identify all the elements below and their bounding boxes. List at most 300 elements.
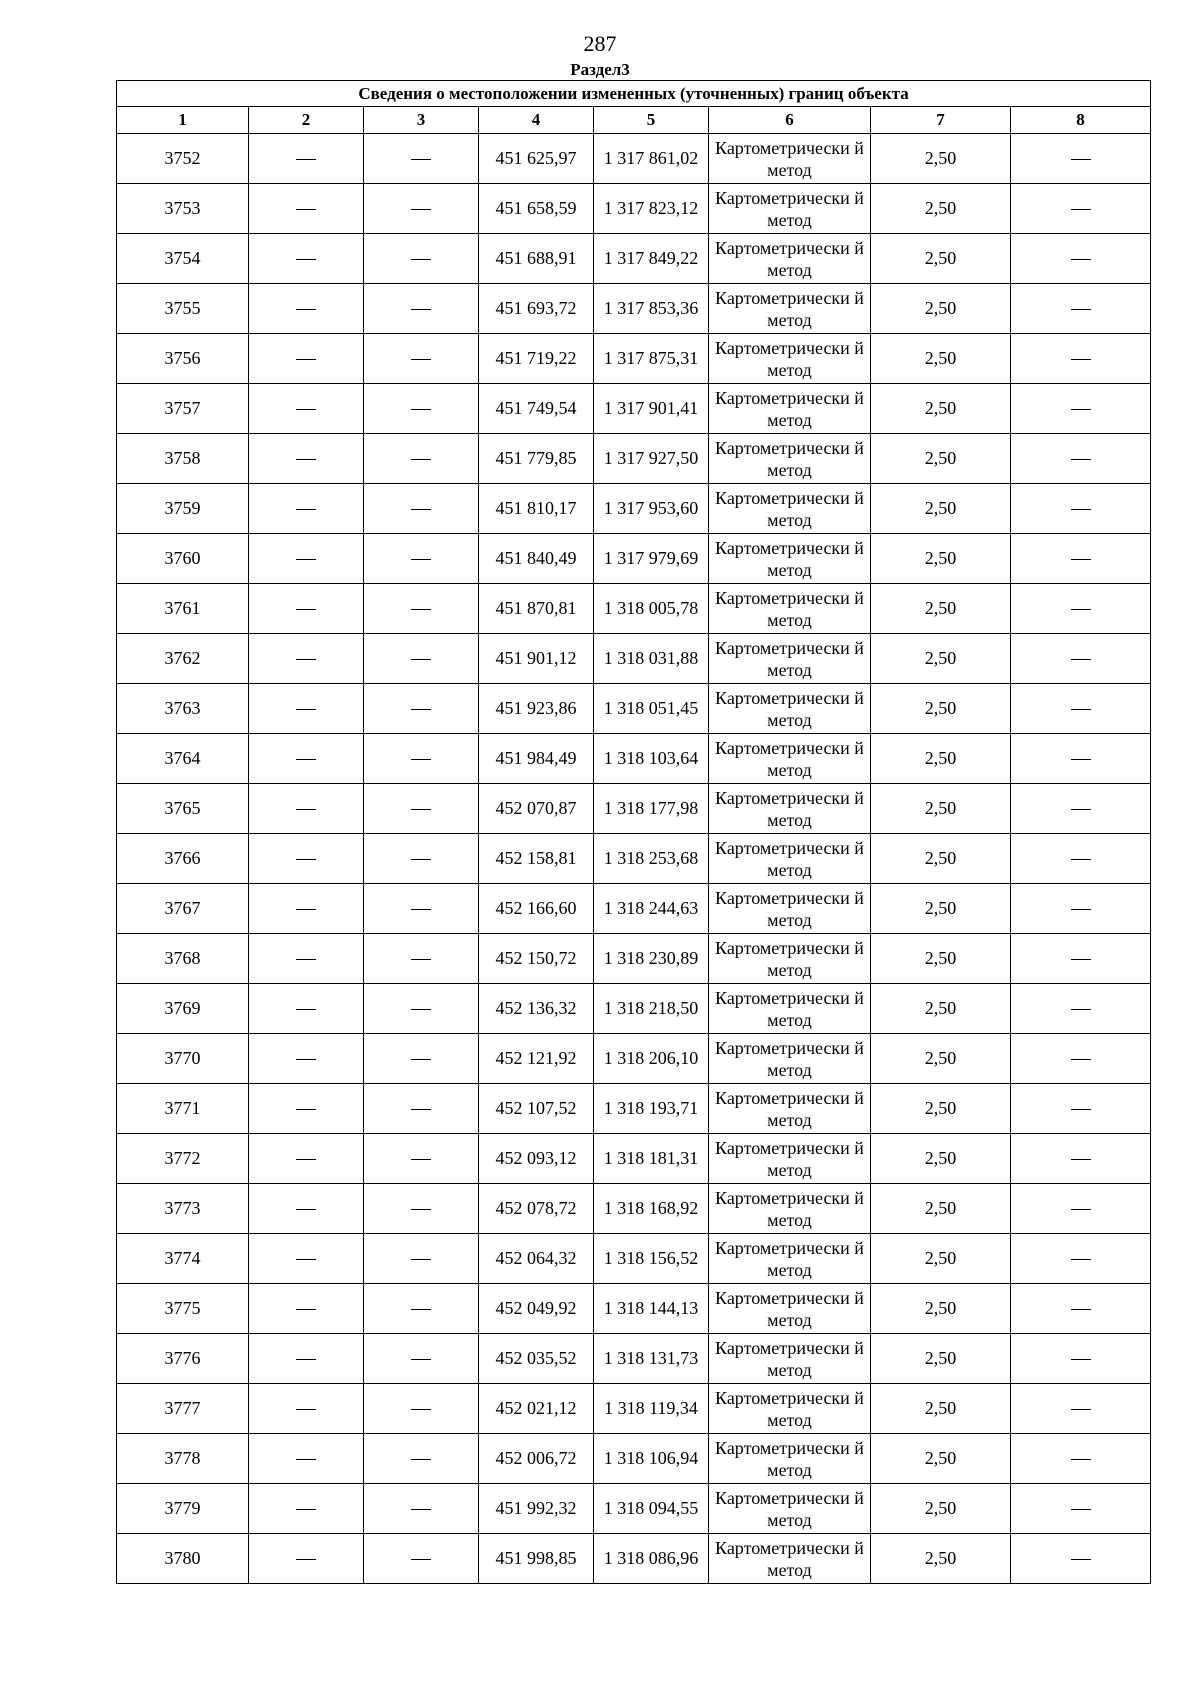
- column-number-4: 4: [479, 107, 594, 134]
- col2-empty-cell: [249, 1034, 364, 1084]
- table-row: [117, 284, 1151, 334]
- col2-empty-cell: [249, 734, 364, 784]
- page-number: 287: [583, 31, 617, 56]
- col8-empty-cell: [1011, 484, 1151, 534]
- table-row: [117, 1134, 1151, 1184]
- empty-value-dash: [1071, 609, 1091, 610]
- x-coordinate-cell: 452 158,81: [479, 834, 594, 884]
- col8-empty-cell: [1011, 834, 1151, 884]
- table-row: [117, 634, 1151, 684]
- precision-cell: 2,50: [871, 784, 1011, 834]
- y-coordinate-cell: 1 318 244,63: [594, 884, 709, 934]
- point-number-cell: 3756: [117, 334, 249, 384]
- empty-value-dash: [411, 309, 431, 310]
- empty-value-dash: [1071, 509, 1091, 510]
- empty-value-dash: [296, 609, 316, 610]
- empty-value-dash: [411, 1009, 431, 1010]
- empty-value-dash: [296, 459, 316, 460]
- precision-cell: 2,50: [871, 434, 1011, 484]
- empty-value-dash: [1071, 859, 1091, 860]
- col8-empty-cell: [1011, 1484, 1151, 1534]
- table-row: [117, 534, 1151, 584]
- col3-empty-cell: [364, 184, 479, 234]
- col3-empty-cell: [364, 834, 479, 884]
- y-coordinate-cell: 1 318 168,92: [594, 1184, 709, 1234]
- empty-value-dash: [296, 359, 316, 360]
- y-coordinate-cell: 1 317 901,41: [594, 384, 709, 434]
- col2-empty-cell: [249, 334, 364, 384]
- x-coordinate-cell: 451 840,49: [479, 534, 594, 584]
- empty-value-dash: [411, 1159, 431, 1160]
- table-title: Сведения о местоположении измененных (уточненных) границ объекта: [117, 81, 1151, 107]
- empty-value-dash: [296, 409, 316, 410]
- empty-value-dash: [1071, 1109, 1091, 1110]
- method-cell: Картометрически й метод: [709, 334, 871, 384]
- method-cell: Картометрически й метод: [709, 1034, 871, 1084]
- x-coordinate-cell: 451 749,54: [479, 384, 594, 434]
- method-cell: Картометрически й метод: [709, 584, 871, 634]
- x-coordinate-cell: 451 658,59: [479, 184, 594, 234]
- col3-empty-cell: [364, 1384, 479, 1434]
- col3-empty-cell: [364, 734, 479, 784]
- col2-empty-cell: [249, 1234, 364, 1284]
- col3-empty-cell: [364, 1484, 479, 1534]
- x-coordinate-cell: 452 006,72: [479, 1434, 594, 1484]
- point-number-cell: 3766: [117, 834, 249, 884]
- col2-empty-cell: [249, 234, 364, 284]
- point-number-cell: 3767: [117, 884, 249, 934]
- method-cell: Картометрически й метод: [709, 1134, 871, 1184]
- column-number-5: 5: [594, 107, 709, 134]
- empty-value-dash: [1071, 159, 1091, 160]
- empty-value-dash: [411, 409, 431, 410]
- method-cell: Картометрически й метод: [709, 684, 871, 734]
- col8-empty-cell: [1011, 1384, 1151, 1434]
- empty-value-dash: [296, 909, 316, 910]
- empty-value-dash: [1071, 1059, 1091, 1060]
- boundary-coordinates-table: [116, 80, 1151, 1584]
- empty-value-dash: [411, 909, 431, 910]
- empty-value-dash: [296, 259, 316, 260]
- empty-value-dash: [411, 1559, 431, 1560]
- point-number-cell: 3776: [117, 1334, 249, 1384]
- y-coordinate-cell: 1 318 094,55: [594, 1484, 709, 1534]
- table-row: [117, 1034, 1151, 1084]
- precision-cell: 2,50: [871, 1134, 1011, 1184]
- method-cell: Картометрически й метод: [709, 184, 871, 234]
- empty-value-dash: [411, 1109, 431, 1110]
- method-cell: Картометрически й метод: [709, 1484, 871, 1534]
- x-coordinate-cell: 452 121,92: [479, 1034, 594, 1084]
- point-number-cell: 3771: [117, 1084, 249, 1134]
- empty-value-dash: [411, 809, 431, 810]
- col2-empty-cell: [249, 684, 364, 734]
- empty-value-dash: [411, 1359, 431, 1360]
- section-label: Раздел3: [570, 60, 630, 79]
- method-cell: Картометрически й метод: [709, 234, 871, 284]
- method-cell: Картометрически й метод: [709, 1384, 871, 1434]
- method-cell: Картометрически й метод: [709, 1084, 871, 1134]
- x-coordinate-cell: 451 923,86: [479, 684, 594, 734]
- y-coordinate-cell: 1 318 253,68: [594, 834, 709, 884]
- empty-value-dash: [296, 1509, 316, 1510]
- empty-value-dash: [1071, 1209, 1091, 1210]
- table-row: [117, 734, 1151, 784]
- col3-empty-cell: [364, 1284, 479, 1334]
- precision-cell: 2,50: [871, 234, 1011, 284]
- empty-value-dash: [411, 1309, 431, 1310]
- point-number-cell: 3769: [117, 984, 249, 1034]
- col2-empty-cell: [249, 784, 364, 834]
- empty-value-dash: [411, 459, 431, 460]
- empty-value-dash: [411, 1509, 431, 1510]
- method-cell: Картометрически й метод: [709, 734, 871, 784]
- table-body: [117, 134, 1151, 1584]
- x-coordinate-cell: 452 150,72: [479, 934, 594, 984]
- x-coordinate-cell: 451 693,72: [479, 284, 594, 334]
- empty-value-dash: [1071, 359, 1091, 360]
- precision-cell: 2,50: [871, 1084, 1011, 1134]
- method-cell: Картометрически й метод: [709, 984, 871, 1034]
- table-row: [117, 1484, 1151, 1534]
- empty-value-dash: [1071, 809, 1091, 810]
- method-cell: Картометрически й метод: [709, 434, 871, 484]
- precision-cell: 2,50: [871, 1534, 1011, 1584]
- precision-cell: 2,50: [871, 1434, 1011, 1484]
- y-coordinate-cell: 1 317 927,50: [594, 434, 709, 484]
- point-number-cell: 3780: [117, 1534, 249, 1584]
- empty-value-dash: [411, 559, 431, 560]
- col2-empty-cell: [249, 1384, 364, 1434]
- col8-empty-cell: [1011, 1084, 1151, 1134]
- method-cell: Картометрически й метод: [709, 1534, 871, 1584]
- col8-empty-cell: [1011, 534, 1151, 584]
- empty-value-dash: [1071, 1309, 1091, 1310]
- empty-value-dash: [1071, 959, 1091, 960]
- empty-value-dash: [1071, 1559, 1091, 1560]
- y-coordinate-cell: 1 318 131,73: [594, 1334, 709, 1384]
- table-row: [117, 1184, 1151, 1234]
- point-number-cell: 3754: [117, 234, 249, 284]
- y-coordinate-cell: 1 318 206,10: [594, 1034, 709, 1084]
- col8-empty-cell: [1011, 184, 1151, 234]
- x-coordinate-cell: 452 021,12: [479, 1384, 594, 1434]
- precision-cell: 2,50: [871, 484, 1011, 534]
- table-row: [117, 834, 1151, 884]
- y-coordinate-cell: 1 318 106,94: [594, 1434, 709, 1484]
- col8-empty-cell: [1011, 884, 1151, 934]
- col2-empty-cell: [249, 134, 364, 184]
- col3-empty-cell: [364, 784, 479, 834]
- table-row: [117, 134, 1151, 184]
- empty-value-dash: [411, 359, 431, 360]
- empty-value-dash: [296, 1409, 316, 1410]
- precision-cell: 2,50: [871, 584, 1011, 634]
- x-coordinate-cell: 451 779,85: [479, 434, 594, 484]
- table-row: [117, 484, 1151, 534]
- empty-value-dash: [411, 709, 431, 710]
- col2-empty-cell: [249, 1184, 364, 1234]
- table-row: [117, 934, 1151, 984]
- point-number-cell: 3768: [117, 934, 249, 984]
- empty-value-dash: [1071, 1459, 1091, 1460]
- precision-cell: 2,50: [871, 1484, 1011, 1534]
- empty-value-dash: [296, 1059, 316, 1060]
- method-cell: Картометрически й метод: [709, 534, 871, 584]
- table-row: [117, 184, 1151, 234]
- method-cell: Картометрически й метод: [709, 934, 871, 984]
- empty-value-dash: [1071, 709, 1091, 710]
- method-cell: Картометрически й метод: [709, 834, 871, 884]
- empty-value-dash: [411, 1209, 431, 1210]
- column-number-8: 8: [1011, 107, 1151, 134]
- empty-value-dash: [296, 1009, 316, 1010]
- col2-empty-cell: [249, 484, 364, 534]
- precision-cell: 2,50: [871, 834, 1011, 884]
- col2-empty-cell: [249, 584, 364, 634]
- empty-value-dash: [411, 1259, 431, 1260]
- precision-cell: 2,50: [871, 684, 1011, 734]
- col8-empty-cell: [1011, 584, 1151, 634]
- precision-cell: 2,50: [871, 334, 1011, 384]
- col2-empty-cell: [249, 1134, 364, 1184]
- table-row: [117, 384, 1151, 434]
- col3-empty-cell: [364, 434, 479, 484]
- y-coordinate-cell: 1 317 875,31: [594, 334, 709, 384]
- col8-empty-cell: [1011, 1534, 1151, 1584]
- col8-empty-cell: [1011, 284, 1151, 334]
- col2-empty-cell: [249, 934, 364, 984]
- x-coordinate-cell: 452 166,60: [479, 884, 594, 934]
- empty-value-dash: [411, 1409, 431, 1410]
- empty-value-dash: [296, 1209, 316, 1210]
- col8-empty-cell: [1011, 984, 1151, 1034]
- empty-value-dash: [296, 559, 316, 560]
- x-coordinate-cell: 451 984,49: [479, 734, 594, 784]
- y-coordinate-cell: 1 318 086,96: [594, 1534, 709, 1584]
- col8-empty-cell: [1011, 934, 1151, 984]
- col3-empty-cell: [364, 384, 479, 434]
- empty-value-dash: [296, 159, 316, 160]
- col3-empty-cell: [364, 884, 479, 934]
- y-coordinate-cell: 1 318 031,88: [594, 634, 709, 684]
- table-row: [117, 884, 1151, 934]
- empty-value-dash: [1071, 1359, 1091, 1360]
- precision-cell: 2,50: [871, 184, 1011, 234]
- point-number-cell: 3760: [117, 534, 249, 584]
- table-row: [117, 1534, 1151, 1584]
- column-number-6: 6: [709, 107, 871, 134]
- empty-value-dash: [296, 759, 316, 760]
- precision-cell: 2,50: [871, 984, 1011, 1034]
- empty-value-dash: [411, 209, 431, 210]
- empty-value-dash: [1071, 459, 1091, 460]
- col3-empty-cell: [364, 484, 479, 534]
- column-number-1: 1: [117, 107, 249, 134]
- column-number-row: [117, 107, 1151, 134]
- method-cell: Картометрически й метод: [709, 1434, 871, 1484]
- precision-cell: 2,50: [871, 884, 1011, 934]
- point-number-cell: 3774: [117, 1234, 249, 1284]
- precision-cell: 2,50: [871, 134, 1011, 184]
- empty-value-dash: [411, 759, 431, 760]
- col3-empty-cell: [364, 1334, 479, 1384]
- col8-empty-cell: [1011, 734, 1151, 784]
- point-number-cell: 3755: [117, 284, 249, 334]
- y-coordinate-cell: 1 318 103,64: [594, 734, 709, 784]
- y-coordinate-cell: 1 318 005,78: [594, 584, 709, 634]
- col2-empty-cell: [249, 634, 364, 684]
- empty-value-dash: [296, 709, 316, 710]
- table-row: [117, 1384, 1151, 1434]
- empty-value-dash: [296, 1559, 316, 1560]
- point-number-cell: 3762: [117, 634, 249, 684]
- empty-value-dash: [296, 809, 316, 810]
- table-row: [117, 1084, 1151, 1134]
- empty-value-dash: [296, 1359, 316, 1360]
- col3-empty-cell: [364, 1134, 479, 1184]
- precision-cell: 2,50: [871, 534, 1011, 584]
- method-cell: Картометрически й метод: [709, 484, 871, 534]
- col3-empty-cell: [364, 984, 479, 1034]
- method-cell: Картометрически й метод: [709, 1234, 871, 1284]
- point-number-cell: 3772: [117, 1134, 249, 1184]
- table-row: [117, 1334, 1151, 1384]
- table-row: [117, 584, 1151, 634]
- col2-empty-cell: [249, 884, 364, 934]
- col3-empty-cell: [364, 284, 479, 334]
- precision-cell: 2,50: [871, 1334, 1011, 1384]
- empty-value-dash: [1071, 659, 1091, 660]
- col8-empty-cell: [1011, 1334, 1151, 1384]
- point-number-cell: 3764: [117, 734, 249, 784]
- empty-value-dash: [296, 509, 316, 510]
- empty-value-dash: [411, 259, 431, 260]
- col3-empty-cell: [364, 1184, 479, 1234]
- col2-empty-cell: [249, 534, 364, 584]
- table-row: [117, 234, 1151, 284]
- col2-empty-cell: [249, 834, 364, 884]
- x-coordinate-cell: 452 136,32: [479, 984, 594, 1034]
- empty-value-dash: [296, 1309, 316, 1310]
- empty-value-dash: [296, 1109, 316, 1110]
- point-number-cell: 3758: [117, 434, 249, 484]
- x-coordinate-cell: 451 992,32: [479, 1484, 594, 1534]
- empty-value-dash: [296, 1459, 316, 1460]
- method-cell: Картометрически й метод: [709, 384, 871, 434]
- table-row: [117, 984, 1151, 1034]
- empty-value-dash: [1071, 559, 1091, 560]
- x-coordinate-cell: 452 064,32: [479, 1234, 594, 1284]
- col8-empty-cell: [1011, 784, 1151, 834]
- table-row: [117, 334, 1151, 384]
- col8-empty-cell: [1011, 684, 1151, 734]
- y-coordinate-cell: 1 318 144,13: [594, 1284, 709, 1334]
- col8-empty-cell: [1011, 1284, 1151, 1334]
- point-number-cell: 3770: [117, 1034, 249, 1084]
- x-coordinate-cell: 451 901,12: [479, 634, 594, 684]
- col8-empty-cell: [1011, 1184, 1151, 1234]
- x-coordinate-cell: 452 070,87: [479, 784, 594, 834]
- col2-empty-cell: [249, 434, 364, 484]
- table-row: [117, 1234, 1151, 1284]
- y-coordinate-cell: 1 317 823,12: [594, 184, 709, 234]
- precision-cell: 2,50: [871, 1034, 1011, 1084]
- y-coordinate-cell: 1 318 181,31: [594, 1134, 709, 1184]
- col2-empty-cell: [249, 384, 364, 434]
- col3-empty-cell: [364, 934, 479, 984]
- y-coordinate-cell: 1 318 193,71: [594, 1084, 709, 1134]
- x-coordinate-cell: 452 107,52: [479, 1084, 594, 1134]
- x-coordinate-cell: 451 998,85: [479, 1534, 594, 1584]
- col2-empty-cell: [249, 1334, 364, 1384]
- y-coordinate-cell: 1 318 119,34: [594, 1384, 709, 1434]
- y-coordinate-cell: 1 317 853,36: [594, 284, 709, 334]
- empty-value-dash: [1071, 1509, 1091, 1510]
- point-number-cell: 3752: [117, 134, 249, 184]
- method-cell: Картометрически й метод: [709, 784, 871, 834]
- method-cell: Картометрически й метод: [709, 1284, 871, 1334]
- col3-empty-cell: [364, 234, 479, 284]
- empty-value-dash: [1071, 1259, 1091, 1260]
- col8-empty-cell: [1011, 334, 1151, 384]
- y-coordinate-cell: 1 317 979,69: [594, 534, 709, 584]
- y-coordinate-cell: 1 317 849,22: [594, 234, 709, 284]
- column-number-3: 3: [364, 107, 479, 134]
- col8-empty-cell: [1011, 1434, 1151, 1484]
- empty-value-dash: [296, 209, 316, 210]
- column-number-7: 7: [871, 107, 1011, 134]
- point-number-cell: 3777: [117, 1384, 249, 1434]
- empty-value-dash: [411, 659, 431, 660]
- empty-value-dash: [296, 309, 316, 310]
- empty-value-dash: [1071, 409, 1091, 410]
- column-number-2: 2: [249, 107, 364, 134]
- empty-value-dash: [296, 859, 316, 860]
- point-number-cell: 3757: [117, 384, 249, 434]
- x-coordinate-cell: 451 810,17: [479, 484, 594, 534]
- x-coordinate-cell: 452 093,12: [479, 1134, 594, 1184]
- method-cell: Картометрически й метод: [709, 1334, 871, 1384]
- col3-empty-cell: [364, 534, 479, 584]
- col8-empty-cell: [1011, 384, 1151, 434]
- col8-empty-cell: [1011, 1234, 1151, 1284]
- y-coordinate-cell: 1 318 218,50: [594, 984, 709, 1034]
- col3-empty-cell: [364, 584, 479, 634]
- col8-empty-cell: [1011, 234, 1151, 284]
- col8-empty-cell: [1011, 1034, 1151, 1084]
- y-coordinate-cell: 1 318 230,89: [594, 934, 709, 984]
- empty-value-dash: [411, 1459, 431, 1460]
- point-number-cell: 3775: [117, 1284, 249, 1334]
- x-coordinate-cell: 452 035,52: [479, 1334, 594, 1384]
- col3-empty-cell: [364, 1434, 479, 1484]
- y-coordinate-cell: 1 317 953,60: [594, 484, 709, 534]
- method-cell: Картометрически й метод: [709, 884, 871, 934]
- col8-empty-cell: [1011, 1134, 1151, 1184]
- x-coordinate-cell: 451 870,81: [479, 584, 594, 634]
- point-number-cell: 3765: [117, 784, 249, 834]
- col3-empty-cell: [364, 1034, 479, 1084]
- point-number-cell: 3753: [117, 184, 249, 234]
- empty-value-dash: [411, 159, 431, 160]
- empty-value-dash: [1071, 909, 1091, 910]
- point-number-cell: 3778: [117, 1434, 249, 1484]
- x-coordinate-cell: 451 625,97: [479, 134, 594, 184]
- col2-empty-cell: [249, 1284, 364, 1334]
- empty-value-dash: [411, 859, 431, 860]
- empty-value-dash: [411, 609, 431, 610]
